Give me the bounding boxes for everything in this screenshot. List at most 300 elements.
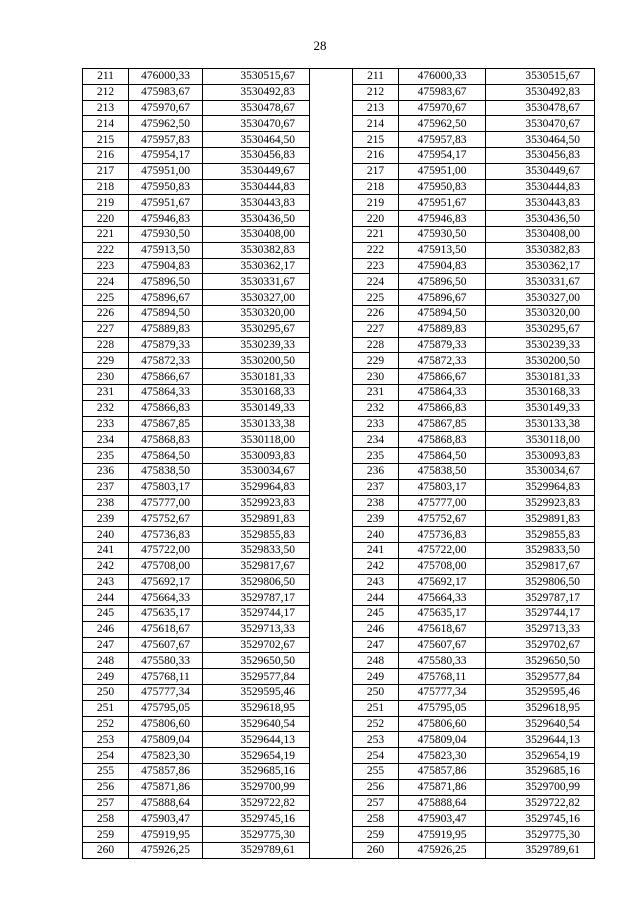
x-coordinate-cell: 475795,05 — [129, 700, 203, 716]
y-coordinate-cell: 3530034,67 — [203, 463, 310, 479]
x-coordinate-cell: 475692,17 — [129, 574, 203, 590]
column-gap — [310, 558, 353, 574]
x-coordinate-cell: 475951,67 — [129, 195, 203, 211]
y-coordinate-cell: 3529644,13 — [203, 732, 310, 748]
x-coordinate-cell: 475970,67 — [129, 100, 203, 116]
point-number-cell: 219 — [353, 195, 399, 211]
x-coordinate-cell: 475913,50 — [399, 242, 486, 258]
point-number-cell: 214 — [83, 116, 129, 132]
point-number-cell: 215 — [353, 132, 399, 148]
table-row — [83, 274, 595, 290]
column-gap — [310, 195, 353, 211]
x-coordinate-cell: 475866,83 — [129, 400, 203, 416]
point-number-cell: 224 — [353, 274, 399, 290]
x-coordinate-cell: 475866,67 — [399, 369, 486, 385]
point-number-cell: 258 — [353, 811, 399, 827]
x-coordinate-cell: 475580,33 — [129, 653, 203, 669]
x-coordinate-cell: 476000,33 — [399, 69, 486, 85]
x-coordinate-cell: 475872,33 — [399, 353, 486, 369]
table-row — [83, 479, 595, 495]
x-coordinate-cell: 475823,30 — [399, 748, 486, 764]
column-gap — [310, 716, 353, 732]
y-coordinate-cell: 3529654,19 — [203, 748, 310, 764]
x-coordinate-cell: 475970,67 — [399, 100, 486, 116]
table-row — [83, 432, 595, 448]
point-number-cell: 240 — [83, 527, 129, 543]
y-coordinate-cell: 3530449,67 — [486, 163, 595, 179]
table-row — [83, 827, 595, 843]
point-number-cell: 221 — [83, 226, 129, 242]
point-number-cell: 233 — [353, 416, 399, 432]
table-row — [83, 732, 595, 748]
point-number-cell: 218 — [353, 179, 399, 195]
point-number-cell: 221 — [353, 226, 399, 242]
x-coordinate-cell: 475795,05 — [399, 700, 486, 716]
table-row — [83, 100, 595, 116]
x-coordinate-cell: 475903,47 — [129, 811, 203, 827]
table-row — [83, 448, 595, 464]
column-gap — [310, 748, 353, 764]
point-number-cell: 260 — [353, 843, 399, 859]
column-gap — [310, 416, 353, 432]
table-row — [83, 305, 595, 321]
point-number-cell: 234 — [353, 432, 399, 448]
x-coordinate-cell: 475768,11 — [129, 669, 203, 685]
point-number-cell: 242 — [353, 558, 399, 574]
column-gap — [310, 574, 353, 590]
table-row — [83, 195, 595, 211]
column-gap — [310, 305, 353, 321]
point-number-cell: 256 — [353, 779, 399, 795]
y-coordinate-cell: 3530181,33 — [203, 369, 310, 385]
x-coordinate-cell: 475946,83 — [129, 211, 203, 227]
x-coordinate-cell: 475857,86 — [129, 764, 203, 780]
column-gap — [310, 384, 353, 400]
point-number-cell: 229 — [353, 353, 399, 369]
y-coordinate-cell: 3530470,67 — [486, 116, 595, 132]
x-coordinate-cell: 475777,34 — [399, 685, 486, 701]
column-gap — [310, 843, 353, 859]
column-gap — [310, 685, 353, 701]
column-gap — [310, 100, 353, 116]
point-number-cell: 241 — [353, 542, 399, 558]
column-gap — [310, 290, 353, 306]
point-number-cell: 239 — [83, 511, 129, 527]
x-coordinate-cell: 475896,50 — [129, 274, 203, 290]
point-number-cell: 237 — [83, 479, 129, 495]
table-row — [83, 621, 595, 637]
column-gap — [310, 606, 353, 622]
point-number-cell: 248 — [353, 653, 399, 669]
column-gap — [310, 463, 353, 479]
table-row — [83, 795, 595, 811]
point-number-cell: 213 — [83, 100, 129, 116]
column-gap — [310, 69, 353, 85]
x-coordinate-cell: 475904,83 — [399, 258, 486, 274]
table-row — [83, 558, 595, 574]
point-number-cell: 247 — [353, 637, 399, 653]
x-coordinate-cell: 475768,11 — [399, 669, 486, 685]
y-coordinate-cell: 3530320,00 — [486, 305, 595, 321]
point-number-cell: 238 — [353, 495, 399, 511]
x-coordinate-cell: 475607,67 — [399, 637, 486, 653]
x-coordinate-cell: 475930,50 — [399, 226, 486, 242]
point-number-cell: 232 — [353, 400, 399, 416]
x-coordinate-cell: 475868,83 — [129, 432, 203, 448]
y-coordinate-cell: 3529817,67 — [203, 558, 310, 574]
y-coordinate-cell: 3529745,16 — [486, 811, 595, 827]
x-coordinate-cell: 475879,33 — [399, 337, 486, 353]
x-coordinate-cell: 475951,00 — [399, 163, 486, 179]
table-row — [83, 653, 595, 669]
column-gap — [310, 258, 353, 274]
y-coordinate-cell: 3529702,67 — [486, 637, 595, 653]
x-coordinate-cell: 475894,50 — [129, 305, 203, 321]
column-gap — [310, 779, 353, 795]
point-number-cell: 235 — [83, 448, 129, 464]
point-number-cell: 243 — [83, 574, 129, 590]
x-coordinate-cell: 475722,00 — [129, 542, 203, 558]
x-coordinate-cell: 475950,83 — [399, 179, 486, 195]
y-coordinate-cell: 3530168,33 — [486, 384, 595, 400]
y-coordinate-cell: 3530408,00 — [203, 226, 310, 242]
column-gap — [310, 211, 353, 227]
y-coordinate-cell: 3529702,67 — [203, 637, 310, 653]
x-coordinate-cell: 475777,34 — [129, 685, 203, 701]
table-row — [83, 147, 595, 163]
x-coordinate-cell: 475962,50 — [399, 116, 486, 132]
column-gap — [310, 353, 353, 369]
y-coordinate-cell: 3529775,30 — [486, 827, 595, 843]
point-number-cell: 218 — [83, 179, 129, 195]
table-row — [83, 542, 595, 558]
table-row — [83, 843, 595, 859]
x-coordinate-cell: 475722,00 — [399, 542, 486, 558]
point-number-cell: 239 — [353, 511, 399, 527]
column-gap — [310, 274, 353, 290]
y-coordinate-cell: 3529577,84 — [203, 669, 310, 685]
y-coordinate-cell: 3530331,67 — [203, 274, 310, 290]
y-coordinate-cell: 3530492,83 — [486, 84, 595, 100]
x-coordinate-cell: 475946,83 — [399, 211, 486, 227]
x-coordinate-cell: 475954,17 — [129, 147, 203, 163]
y-coordinate-cell: 3530464,50 — [486, 132, 595, 148]
table-row — [83, 337, 595, 353]
point-number-cell: 226 — [83, 305, 129, 321]
x-coordinate-cell: 475809,04 — [129, 732, 203, 748]
x-coordinate-cell: 475664,33 — [399, 590, 486, 606]
y-coordinate-cell: 3529775,30 — [203, 827, 310, 843]
point-number-cell: 236 — [353, 463, 399, 479]
x-coordinate-cell: 475983,67 — [399, 84, 486, 100]
column-gap — [310, 179, 353, 195]
y-coordinate-cell: 3530118,00 — [203, 432, 310, 448]
table-row — [83, 400, 595, 416]
y-coordinate-cell: 3529618,95 — [486, 700, 595, 716]
point-number-cell: 247 — [83, 637, 129, 653]
point-number-cell: 260 — [83, 843, 129, 859]
y-coordinate-cell: 3530239,33 — [486, 337, 595, 353]
y-coordinate-cell: 3529595,46 — [486, 685, 595, 701]
point-number-cell: 212 — [83, 84, 129, 100]
y-coordinate-cell: 3529722,82 — [486, 795, 595, 811]
page-number: 28 — [313, 38, 327, 53]
point-number-cell: 245 — [353, 606, 399, 622]
point-number-cell: 254 — [353, 748, 399, 764]
x-coordinate-cell: 475664,33 — [129, 590, 203, 606]
y-coordinate-cell: 3529577,84 — [486, 669, 595, 685]
y-coordinate-cell: 3530436,50 — [203, 211, 310, 227]
y-coordinate-cell: 3530478,67 — [486, 100, 595, 116]
column-gap — [310, 669, 353, 685]
point-number-cell: 220 — [353, 211, 399, 227]
x-coordinate-cell: 475919,95 — [129, 827, 203, 843]
column-gap — [310, 700, 353, 716]
x-coordinate-cell: 475951,67 — [399, 195, 486, 211]
x-coordinate-cell: 475618,67 — [129, 621, 203, 637]
column-gap — [310, 321, 353, 337]
y-coordinate-cell: 3529595,46 — [203, 685, 310, 701]
point-number-cell: 228 — [353, 337, 399, 353]
point-number-cell: 230 — [83, 369, 129, 385]
y-coordinate-cell: 3529644,13 — [486, 732, 595, 748]
point-number-cell: 224 — [83, 274, 129, 290]
table-row — [83, 116, 595, 132]
point-number-cell: 230 — [353, 369, 399, 385]
x-coordinate-cell: 475889,83 — [399, 321, 486, 337]
point-number-cell: 251 — [353, 700, 399, 716]
column-gap — [310, 653, 353, 669]
point-number-cell: 231 — [83, 384, 129, 400]
x-coordinate-cell: 475692,17 — [399, 574, 486, 590]
y-coordinate-cell: 3530295,67 — [203, 321, 310, 337]
x-coordinate-cell: 476000,33 — [129, 69, 203, 85]
column-gap — [310, 226, 353, 242]
column-gap — [310, 448, 353, 464]
point-number-cell: 256 — [83, 779, 129, 795]
point-number-cell: 219 — [83, 195, 129, 211]
x-coordinate-cell: 475864,50 — [399, 448, 486, 464]
x-coordinate-cell: 475889,83 — [129, 321, 203, 337]
y-coordinate-cell: 3530382,83 — [203, 242, 310, 258]
y-coordinate-cell: 3530443,83 — [486, 195, 595, 211]
x-coordinate-cell: 475962,50 — [129, 116, 203, 132]
table-row — [83, 463, 595, 479]
x-coordinate-cell: 475954,17 — [399, 147, 486, 163]
table-row — [83, 606, 595, 622]
point-number-cell: 226 — [353, 305, 399, 321]
table-row — [83, 511, 595, 527]
column-gap — [310, 432, 353, 448]
x-coordinate-cell: 475871,86 — [129, 779, 203, 795]
y-coordinate-cell: 3530149,33 — [486, 400, 595, 416]
x-coordinate-cell: 475864,33 — [399, 384, 486, 400]
y-coordinate-cell: 3530478,67 — [203, 100, 310, 116]
x-coordinate-cell: 475864,50 — [129, 448, 203, 464]
column-gap — [310, 84, 353, 100]
x-coordinate-cell: 475894,50 — [399, 305, 486, 321]
point-number-cell: 251 — [83, 700, 129, 716]
y-coordinate-cell: 3530492,83 — [203, 84, 310, 100]
y-coordinate-cell: 3530456,83 — [203, 147, 310, 163]
point-number-cell: 242 — [83, 558, 129, 574]
x-coordinate-cell: 475803,17 — [399, 479, 486, 495]
point-number-cell: 237 — [353, 479, 399, 495]
y-coordinate-cell: 3529713,33 — [486, 621, 595, 637]
table-row — [83, 700, 595, 716]
table-row — [83, 179, 595, 195]
y-coordinate-cell: 3529923,83 — [203, 495, 310, 511]
column-gap — [310, 147, 353, 163]
point-number-cell: 252 — [83, 716, 129, 732]
point-number-cell: 217 — [83, 163, 129, 179]
y-coordinate-cell: 3530200,50 — [486, 353, 595, 369]
x-coordinate-cell: 475736,83 — [129, 527, 203, 543]
point-number-cell: 214 — [353, 116, 399, 132]
y-coordinate-cell: 3530331,67 — [486, 274, 595, 290]
point-number-cell: 250 — [83, 685, 129, 701]
point-number-cell: 223 — [353, 258, 399, 274]
column-gap — [310, 527, 353, 543]
table-row — [83, 353, 595, 369]
y-coordinate-cell: 3530168,33 — [203, 384, 310, 400]
point-number-cell: 244 — [83, 590, 129, 606]
x-coordinate-cell: 475957,83 — [399, 132, 486, 148]
y-coordinate-cell: 3529787,17 — [203, 590, 310, 606]
y-coordinate-cell: 3530200,50 — [203, 353, 310, 369]
table-row — [83, 716, 595, 732]
y-coordinate-cell: 3530181,33 — [486, 369, 595, 385]
y-coordinate-cell: 3529855,83 — [203, 527, 310, 543]
column-gap — [310, 827, 353, 843]
y-coordinate-cell: 3529923,83 — [486, 495, 595, 511]
y-coordinate-cell: 3530149,33 — [203, 400, 310, 416]
y-coordinate-cell: 3530034,67 — [486, 463, 595, 479]
point-number-cell: 223 — [83, 258, 129, 274]
x-coordinate-cell: 475838,50 — [129, 463, 203, 479]
x-coordinate-cell: 475871,86 — [399, 779, 486, 795]
table-row — [83, 84, 595, 100]
table-row — [83, 226, 595, 242]
x-coordinate-cell: 475868,83 — [399, 432, 486, 448]
column-gap — [310, 495, 353, 511]
y-coordinate-cell: 3530362,17 — [486, 258, 595, 274]
point-number-cell: 236 — [83, 463, 129, 479]
x-coordinate-cell: 475950,83 — [129, 179, 203, 195]
x-coordinate-cell: 475896,50 — [399, 274, 486, 290]
x-coordinate-cell: 475806,60 — [399, 716, 486, 732]
x-coordinate-cell: 475896,67 — [129, 290, 203, 306]
column-gap — [310, 732, 353, 748]
point-number-cell: 246 — [353, 621, 399, 637]
column-gap — [310, 764, 353, 780]
y-coordinate-cell: 3529654,19 — [486, 748, 595, 764]
x-coordinate-cell: 475777,00 — [129, 495, 203, 511]
point-number-cell: 232 — [83, 400, 129, 416]
x-coordinate-cell: 475708,00 — [399, 558, 486, 574]
y-coordinate-cell: 3529745,16 — [203, 811, 310, 827]
y-coordinate-cell: 3529964,83 — [203, 479, 310, 495]
x-coordinate-cell: 475635,17 — [399, 606, 486, 622]
y-coordinate-cell: 3530093,83 — [203, 448, 310, 464]
column-gap — [310, 242, 353, 258]
y-coordinate-cell: 3530408,00 — [486, 226, 595, 242]
table-row — [83, 211, 595, 227]
y-coordinate-cell: 3530118,00 — [486, 432, 595, 448]
y-coordinate-cell: 3529891,83 — [203, 511, 310, 527]
point-number-cell: 233 — [83, 416, 129, 432]
table-row — [83, 416, 595, 432]
y-coordinate-cell: 3530515,67 — [486, 69, 595, 85]
x-coordinate-cell: 475857,86 — [399, 764, 486, 780]
column-gap — [310, 163, 353, 179]
y-coordinate-cell: 3529640,54 — [203, 716, 310, 732]
y-coordinate-cell: 3529685,16 — [203, 764, 310, 780]
x-coordinate-cell: 475951,00 — [129, 163, 203, 179]
point-number-cell: 238 — [83, 495, 129, 511]
y-coordinate-cell: 3529650,50 — [203, 653, 310, 669]
y-coordinate-cell: 3529817,67 — [486, 558, 595, 574]
y-coordinate-cell: 3529722,82 — [203, 795, 310, 811]
point-number-cell: 227 — [353, 321, 399, 337]
x-coordinate-cell: 475903,47 — [399, 811, 486, 827]
x-coordinate-cell: 475957,83 — [129, 132, 203, 148]
point-number-cell: 215 — [83, 132, 129, 148]
column-gap — [310, 795, 353, 811]
table-row — [83, 574, 595, 590]
point-number-cell: 231 — [353, 384, 399, 400]
x-coordinate-cell: 475879,33 — [129, 337, 203, 353]
column-gap — [310, 337, 353, 353]
point-number-cell: 213 — [353, 100, 399, 116]
y-coordinate-cell: 3530133,38 — [486, 416, 595, 432]
table-row — [83, 811, 595, 827]
point-number-cell: 257 — [353, 795, 399, 811]
x-coordinate-cell: 475904,83 — [129, 258, 203, 274]
x-coordinate-cell: 475752,67 — [399, 511, 486, 527]
x-coordinate-cell: 475926,25 — [399, 843, 486, 859]
y-coordinate-cell: 3530320,00 — [203, 305, 310, 321]
point-number-cell: 250 — [353, 685, 399, 701]
point-number-cell: 255 — [83, 764, 129, 780]
point-number-cell: 211 — [83, 69, 129, 85]
y-coordinate-cell: 3530382,83 — [486, 242, 595, 258]
table-row — [83, 495, 595, 511]
x-coordinate-cell: 475708,00 — [129, 558, 203, 574]
table-row — [83, 163, 595, 179]
y-coordinate-cell: 3529700,99 — [203, 779, 310, 795]
y-coordinate-cell: 3529964,83 — [486, 479, 595, 495]
y-coordinate-cell: 3529855,83 — [486, 527, 595, 543]
x-coordinate-cell: 475896,67 — [399, 290, 486, 306]
table-row — [83, 69, 595, 85]
y-coordinate-cell: 3529744,17 — [486, 606, 595, 622]
table-row — [83, 290, 595, 306]
x-coordinate-cell: 475866,83 — [399, 400, 486, 416]
point-number-cell: 241 — [83, 542, 129, 558]
table-row — [83, 369, 595, 385]
x-coordinate-cell: 475866,67 — [129, 369, 203, 385]
point-number-cell: 217 — [353, 163, 399, 179]
point-number-cell: 244 — [353, 590, 399, 606]
table-row — [83, 321, 595, 337]
table-row — [83, 384, 595, 400]
point-number-cell: 216 — [83, 147, 129, 163]
y-coordinate-cell: 3529713,33 — [203, 621, 310, 637]
table-row — [83, 748, 595, 764]
x-coordinate-cell: 475919,95 — [399, 827, 486, 843]
point-number-cell: 253 — [83, 732, 129, 748]
